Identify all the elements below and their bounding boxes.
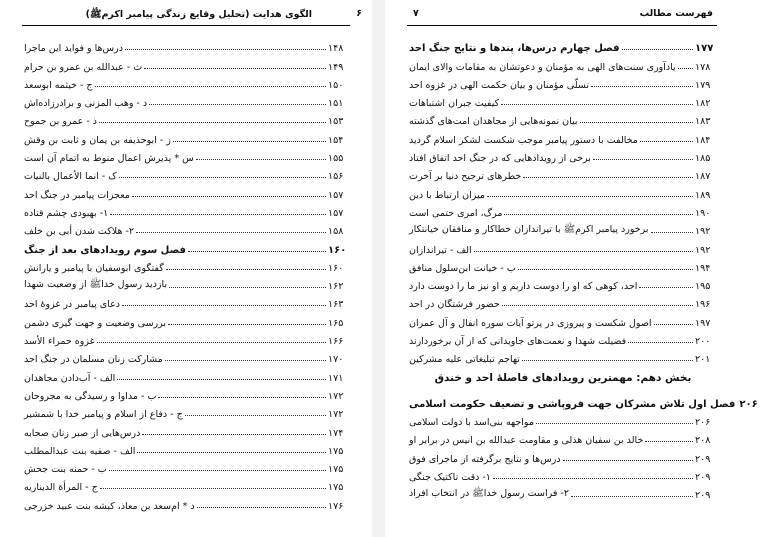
toc-entry-page: ۱۷۵ xyxy=(328,445,344,457)
toc-entry xyxy=(22,365,350,383)
toc-entry-title: بیان نمونه‌هایی از مجاهدان امت‌های گذشته xyxy=(409,116,578,128)
toc-entry-title: ذ - عمرو بن جموح xyxy=(24,116,98,128)
toc-entry-page: ۱۷۶ xyxy=(328,500,344,512)
dot-leader xyxy=(622,48,693,50)
toc-entry-title: ب - مداوا و رسیدگی به مجروحان xyxy=(24,390,157,402)
dot-leader xyxy=(580,121,693,123)
dot-leader xyxy=(109,469,326,471)
toc-entry-page: ۱۷۱ xyxy=(328,372,344,384)
toc-entry-page: ۱۹۷ xyxy=(695,317,711,329)
dot-leader xyxy=(97,341,326,343)
toc-entry-page: ۱۸۲ xyxy=(695,98,711,110)
toc-entry xyxy=(22,256,350,274)
toc-entry xyxy=(22,347,350,365)
dot-leader xyxy=(132,195,326,197)
dot-leader xyxy=(645,440,693,442)
toc-entry-page: ۱۶۶ xyxy=(328,336,344,348)
toc-entry-page: ۲۰۹ xyxy=(695,453,711,465)
toc-entry-page: ۱۶۰ xyxy=(328,244,347,256)
toc-entry xyxy=(22,329,350,347)
page-header xyxy=(0,8,372,24)
toc-entry-title: س * پذیرش اعمال منوط به اتمام آن است xyxy=(24,153,194,165)
dot-leader xyxy=(119,176,326,178)
toc-entry xyxy=(407,256,717,274)
dot-leader xyxy=(502,304,693,306)
toc-entry-page: ۱۷۲ xyxy=(328,390,344,402)
toc-entry xyxy=(407,164,717,182)
dot-leader xyxy=(591,85,693,87)
dot-leader xyxy=(173,140,326,142)
dot-leader xyxy=(487,195,693,197)
toc-entry-page: ۱۷۵ xyxy=(328,464,344,476)
toc-entry xyxy=(407,54,717,72)
dot-leader xyxy=(158,396,326,398)
toc-entry-page: ۱۵۴ xyxy=(328,134,344,146)
toc-entry-page: ۱۵۷ xyxy=(328,207,344,219)
toc-entry xyxy=(22,457,350,475)
header-rule xyxy=(22,25,350,26)
toc-section-heading xyxy=(407,365,717,391)
dot-leader xyxy=(166,268,326,270)
toc-entry-title: الف - آب‌دادن مجاهدان xyxy=(24,372,116,384)
toc-entry-title: د - وهب المزنی و برادرزاده‌اش xyxy=(24,98,148,110)
toc-entry-page: ۲۰۹ xyxy=(695,471,711,483)
toc-entry-page: ۲۰۶ xyxy=(695,416,711,428)
toc-entry xyxy=(407,274,717,292)
dot-leader xyxy=(518,268,693,270)
toc-entry-title: فصل چهارم درس‌ها، پندها و نتایج جنگ احد xyxy=(409,43,620,55)
toc-entry-page: ۲۰۰ xyxy=(695,336,711,348)
toc-entry-page: ۱۸۵ xyxy=(695,153,711,165)
toc-entry-title: خطرهای ترجیح دنیا بر آخرت xyxy=(409,171,522,183)
page-header xyxy=(385,8,737,24)
toc-entry xyxy=(407,347,717,365)
toc-entry-title: دعای پیامبر در غزوهٔ احد xyxy=(24,299,121,311)
toc-entry-page: ۱۴۸ xyxy=(328,43,344,55)
dot-leader xyxy=(188,250,326,252)
toc-entry xyxy=(407,127,717,145)
toc-entry xyxy=(22,439,350,457)
toc-entry xyxy=(407,146,717,164)
toc-entry xyxy=(22,164,350,182)
dot-leader xyxy=(640,140,693,142)
toc-entry-title: مشارکت زنان مسلمان در جنگ احد xyxy=(24,354,163,366)
toc-entry-title: بررسی وضعیت و جهت گیری دشمن xyxy=(24,317,167,329)
toc-entry-page: ۱۶۵ xyxy=(328,317,344,329)
toc-entry-title: میزان ارتباط با دین xyxy=(409,189,485,201)
toc-entry xyxy=(22,127,350,145)
toc-entry xyxy=(407,483,717,501)
toc-entry-title: تسلّی مؤمنان و بیان حکمت الهی در غزوه احد xyxy=(409,79,589,91)
toc-entry-title: احد، کوهی که او را دوست داریم و او نیز ما را دوست دارد xyxy=(409,281,638,293)
toc-entry-title: فصل سوم رویدادهای بعد از جنگ xyxy=(24,244,186,256)
toc-entry-page: ۱۹۶ xyxy=(695,299,711,311)
dot-leader xyxy=(639,286,693,288)
toc-entry xyxy=(407,182,717,200)
dot-leader xyxy=(99,121,326,123)
toc-entry xyxy=(22,201,350,219)
dot-leader xyxy=(501,103,693,105)
toc-entry xyxy=(407,446,717,464)
toc-entry-page: ۲۰۱ xyxy=(695,354,711,366)
toc-entry-title: ز - ابوحذیفه بن یمان و ثابت بن وقش xyxy=(24,134,171,146)
toc-entry-page: ۱۷۴ xyxy=(328,427,344,439)
page-number: ۶ xyxy=(356,8,362,19)
toc-entry xyxy=(407,410,717,428)
toc-entry-page: ۱۹۰ xyxy=(695,207,711,219)
toc-entry-page: ۱۹۵ xyxy=(695,281,711,293)
toc-entry-title: ج - خیثمه ابوسعد xyxy=(24,79,93,91)
toc-entry-title: مرگ، امری حتمی است xyxy=(409,207,503,219)
toc-entry-title: معجزات پیامبر در جنگ احد xyxy=(24,189,130,201)
toc-entry xyxy=(22,219,350,237)
dot-leader xyxy=(571,495,693,497)
toc-entry-page: ۱۵۷ xyxy=(328,189,344,201)
toc-entry-title: تهاجم تبلیغاتی علیه مشرکین xyxy=(409,354,520,366)
toc-entry xyxy=(407,219,717,237)
toc-entry-page: ۱۵۰ xyxy=(328,79,344,91)
toc-entry-title: حضور فرشتگان در احد xyxy=(409,299,500,311)
dot-leader xyxy=(196,158,326,160)
dot-leader xyxy=(678,67,693,69)
dot-leader xyxy=(137,451,326,453)
toc-entry-page: ۱۹۲ xyxy=(695,244,711,256)
toc-entry xyxy=(407,201,717,219)
toc-entry-page: ۱۴۹ xyxy=(328,61,344,73)
toc-entry-page: ۱۸۴ xyxy=(695,134,711,146)
toc-list xyxy=(22,36,350,512)
toc-entry-page: ۱۷۷ xyxy=(695,43,714,55)
toc-entry-title: د * ام‌سعد بن معاذ، کبشه بنت عبید خزرجی xyxy=(24,500,195,512)
toc-entry-title: ج - المرأة الدیناریه xyxy=(24,482,98,494)
dot-leader xyxy=(504,213,693,215)
toc-entry-title: ۲- هلاکت شدن أبی بن خلف xyxy=(24,226,135,238)
book-gutter xyxy=(372,0,385,537)
toc-entry xyxy=(22,109,350,127)
toc-entry xyxy=(407,310,717,328)
toc-entry-page: ۱۹۴ xyxy=(695,262,711,274)
toc-entry-page: ۱۵۸ xyxy=(328,226,344,238)
dot-leader xyxy=(100,487,326,489)
toc-entry-title: مخالفت با دستور پیامبر موجب شکست لشکر اسلام گردید xyxy=(409,134,638,146)
toc-entry-title: درس‌هایی از صبر زنان صحابه xyxy=(24,427,141,439)
toc-entry-title: مواجهه بنی‌اسد با دولت اسلامی xyxy=(409,416,534,428)
dot-leader xyxy=(110,213,326,215)
toc-entry xyxy=(22,475,350,493)
toc-entry-page: ۱۵۳ xyxy=(328,116,344,128)
toc-entry xyxy=(22,274,350,292)
dot-leader xyxy=(136,231,326,233)
toc-entry-page: ۱۵۶ xyxy=(328,171,344,183)
dot-leader xyxy=(593,158,693,160)
toc-entry-title: ب - خیانت ابن‌سلول منافق xyxy=(409,262,516,274)
dot-leader xyxy=(95,85,326,87)
dot-leader xyxy=(493,477,693,479)
toc-entry xyxy=(407,237,717,255)
toc-entry-title: ۱- بهبودی چشم قتاده xyxy=(24,207,109,219)
toc-entry-title: ۱- دقت تاکتیک جنگی xyxy=(409,471,491,483)
toc-entry xyxy=(22,402,350,420)
toc-entry-page: ۱۷۲ xyxy=(328,409,344,421)
toc-entry-page: ۱۶۲ xyxy=(328,281,344,293)
toc-entry-title: ۲- فراست رسول خداﷺ در انتخاب افراد xyxy=(409,488,569,500)
toc-entry xyxy=(407,292,717,310)
toc-entry-title: برخی از رویدادهایی که در جنگ احد اتفاق افتاد xyxy=(409,153,591,165)
toc-entry-title: بازدید رسول خداﷺ از وضعیت شهدا xyxy=(24,279,168,291)
toc-entry xyxy=(22,237,350,255)
dot-leader xyxy=(523,176,693,178)
toc-entry xyxy=(407,109,717,127)
toc-entry-page: ۱۷۰ xyxy=(328,354,344,366)
toc-entry-page: ۱۹۲ xyxy=(695,226,711,238)
toc-entry-title: الف - تیراندازان xyxy=(409,244,472,256)
toc-entry-title: بخش دهم: مهمترین رویدادهای فاصلهٔ احد و خندق xyxy=(434,372,692,385)
dot-leader xyxy=(651,231,693,233)
dot-leader xyxy=(197,506,326,508)
toc-entry xyxy=(22,36,350,54)
toc-entry-title: فصل اول تلاش مشرکان جهت فروپاشی و تضعیف حکومت اسلامی xyxy=(409,398,736,410)
toc-entry-title: برخورد پیامبر اکرمﷺ با تیراندازان خطاکار و منافقان خیانتکار xyxy=(409,224,649,236)
toc-entry xyxy=(407,465,717,483)
toc-list xyxy=(407,36,758,502)
toc-entry xyxy=(407,91,717,109)
toc-entry-title: کیفیت جبران اشتباهات xyxy=(409,98,500,110)
header-title: الگوی هدایت (تحلیل وقایع زندگی پیامبر اکرمﷺ) xyxy=(85,9,312,20)
dot-leader xyxy=(628,341,693,343)
toc-entry xyxy=(407,391,758,410)
dot-leader xyxy=(169,286,326,288)
page-number: ۷ xyxy=(413,8,419,19)
toc-entry-title: یادآوری سنت‌های الهی به مؤمنان و دعوتشان به مقامات والای ایمان xyxy=(409,61,676,73)
toc-entry-page: ۱۸۷ xyxy=(695,171,711,183)
header-rule xyxy=(407,25,717,26)
toc-entry-page: ۱۸۳ xyxy=(695,116,711,128)
toc-entry-title: غزوه حمراء الأسد xyxy=(24,336,95,348)
dot-leader xyxy=(522,359,693,361)
toc-entry xyxy=(407,36,717,54)
toc-entry xyxy=(22,384,350,402)
dot-leader xyxy=(142,433,326,435)
toc-entry-title: خالد بن سفیان هذلی و مقاومت عبدالله بن انیس در برابر او xyxy=(409,435,644,447)
dot-leader xyxy=(563,459,693,461)
toc-entry-title: ج - دفاع از اسلام و پیامبر خدا با شمشیر xyxy=(24,409,183,421)
toc-entry-page: ۲۰۹ xyxy=(695,490,711,502)
toc-entry xyxy=(407,428,717,446)
toc-entry xyxy=(22,292,350,310)
dot-leader xyxy=(536,422,693,424)
toc-entry xyxy=(407,329,717,347)
toc-entry xyxy=(22,146,350,164)
dot-leader xyxy=(122,304,326,306)
header-title: فهرست مطالب xyxy=(639,8,713,19)
toc-entry-page: ۲۰۶ xyxy=(739,398,758,410)
toc-entry-page: ۲۰۸ xyxy=(695,435,711,447)
toc-entry-page: ۱۷۵ xyxy=(328,482,344,494)
toc-entry xyxy=(22,420,350,438)
toc-entry xyxy=(22,73,350,91)
toc-entry-title: گفتگوی ابوسفیان با پیامبر و یارانش xyxy=(24,262,164,274)
dot-leader xyxy=(149,103,326,105)
toc-entry xyxy=(22,310,350,328)
left-page xyxy=(0,0,372,537)
toc-entry-page: ۱۶۳ xyxy=(328,299,344,311)
toc-entry xyxy=(22,91,350,109)
toc-entry-title: درس‌ها و فواید این ماجرا xyxy=(24,43,123,55)
dot-leader xyxy=(117,378,326,380)
dot-leader xyxy=(654,323,693,325)
toc-entry xyxy=(407,73,717,91)
toc-entry xyxy=(22,493,350,511)
dot-leader xyxy=(165,359,326,361)
toc-entry-title: اصول شکست و پیروزی در پرتو آیات سوره انفال و آل عمران xyxy=(409,317,652,329)
toc-entry xyxy=(22,182,350,200)
toc-entry-page: ۱۸۹ xyxy=(695,189,711,201)
toc-entry-title: ک - انما الأعمال بالنیات xyxy=(24,171,117,183)
dot-leader xyxy=(144,67,326,69)
toc-entry-title: ب - حمنه بنت جحش xyxy=(24,464,107,476)
dot-leader xyxy=(125,48,326,50)
toc-entry-page: ۱۵۵ xyxy=(328,153,344,165)
toc-entry xyxy=(22,54,350,72)
dot-leader xyxy=(474,250,693,252)
toc-entry-title: فضیلت شهدا و نعمت‌های جاویدانی که از آن برخوردارند xyxy=(409,336,627,348)
toc-entry-page: ۱۶۰ xyxy=(328,262,344,274)
toc-entry-page: ۱۷۸ xyxy=(695,61,711,73)
toc-entry-title: درس‌ها و نتایج برگرفته از ماجرای فوق xyxy=(409,453,561,465)
dot-leader xyxy=(168,323,326,325)
toc-entry-title: ث - عبدالله بن عمرو بن حرام xyxy=(24,61,143,73)
toc-entry-page: ۱۵۱ xyxy=(328,98,344,110)
toc-entry-page: ۱۷۹ xyxy=(695,79,711,91)
right-page xyxy=(385,0,758,537)
dot-leader xyxy=(185,414,326,416)
toc-entry-title: الف - صفیه بنت عبدالمطلب xyxy=(24,445,136,457)
